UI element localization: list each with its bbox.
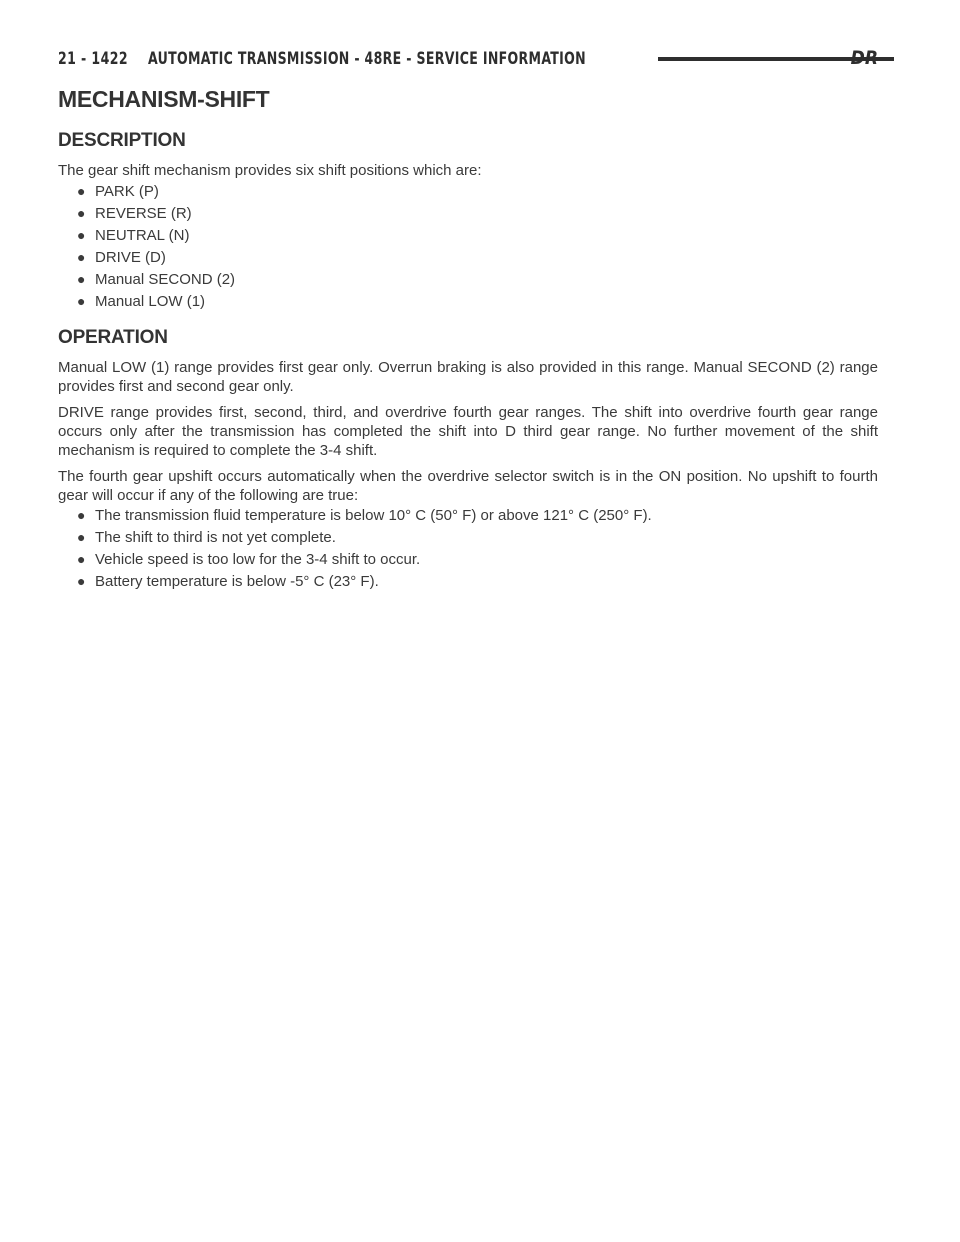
page-header — [58, 44, 878, 74]
running-title: AUTOMATIC TRANSMISSION - 48RE - SERVICE INFORMATION — [148, 49, 586, 69]
bullet-icon: ● — [77, 271, 86, 287]
upshift-conditions-list — [77, 504, 652, 592]
bullet-icon: ● — [77, 183, 86, 199]
list-item: ● The shift to third is not yet complete. — [77, 526, 652, 548]
list-item: ● Manual SECOND (2) — [77, 268, 235, 290]
bullet-icon: ● — [77, 249, 86, 265]
list-item: ● NEUTRAL (N) — [77, 224, 235, 246]
bullet-icon: ● — [77, 529, 86, 545]
list-item: ● PARK (P) — [77, 180, 235, 202]
description-heading: DESCRIPTION — [58, 130, 186, 151]
operation-paragraph-3: The fourth gear upshift occurs automatically when the overdrive selector switch is in the ON position. No upshift to fourth gear will occur if any of the following are true: — [58, 468, 878, 504]
bullet-icon: ● — [77, 507, 86, 523]
bullet-icon: ● — [77, 293, 86, 309]
operation-paragraph-1: Manual LOW (1) range provides first gear only. Overrun braking is also provided in this range. Manual SECOND (2) range provides first and second gear only. — [58, 359, 878, 395]
page-title: MECHANISM-SHIFT — [58, 86, 270, 112]
bullet-icon: ● — [77, 205, 86, 221]
bullet-icon: ● — [77, 551, 86, 567]
list-item: ● Battery temperature is below -5° C (23° F). — [77, 570, 652, 592]
operation-paragraph-2: DRIVE range provides first, second, third, and overdrive fourth gear ranges. The shift into overdrive fourth gear range occurs only after the transmission has completed the shift into D third gear range. No further movement of the shift mechanism is required to complete the 3-4 shift. — [58, 404, 878, 459]
list-item: ● Manual LOW (1) — [77, 290, 235, 312]
model-code: DR — [850, 47, 878, 69]
description-intro: The gear shift mechanism provides six shift positions which are: — [58, 162, 482, 179]
list-item: ● The transmission fluid temperature is below 10° C (50° F) or above 121° C (250° F). — [77, 504, 652, 526]
list-item: ● DRIVE (D) — [77, 246, 235, 268]
page-number: 21 - 1422 — [58, 49, 128, 69]
shift-positions-list — [77, 180, 235, 312]
list-item: ● Vehicle speed is too low for the 3-4 shift to occur. — [77, 548, 652, 570]
bullet-icon: ● — [77, 573, 86, 589]
list-item: ● REVERSE (R) — [77, 202, 235, 224]
bullet-icon: ● — [77, 227, 86, 243]
operation-heading: OPERATION — [58, 327, 168, 348]
